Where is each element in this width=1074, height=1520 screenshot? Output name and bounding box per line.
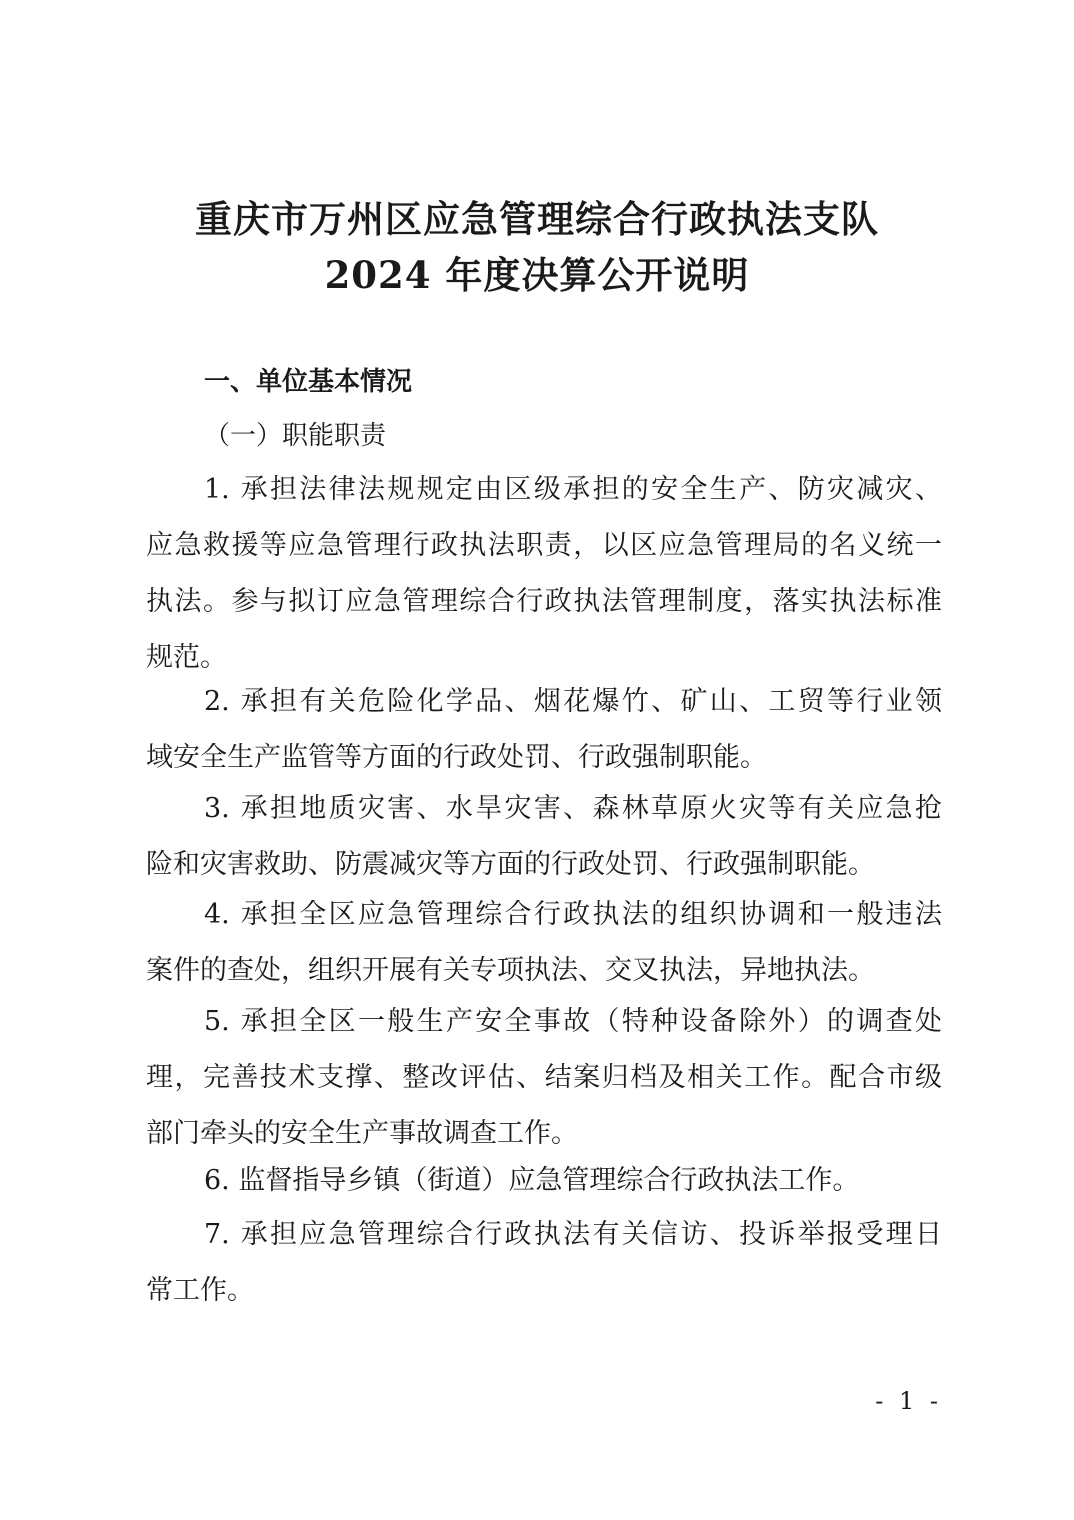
- paragraph-line: 规范。: [146, 642, 227, 673]
- subsection-heading: （一）职能职责: [204, 421, 387, 451]
- duty-item-7: [146, 1207, 942, 1319]
- duty-item-3: [146, 781, 942, 893]
- paragraph-line: 7. 承担应急管理综合行政执法有关信访、投诉举报受理日: [204, 1219, 942, 1250]
- paragraph-line: 执法。参与拟订应急管理综合行政执法管理制度，落实执法标准: [146, 586, 942, 617]
- duty-item-2: [146, 674, 942, 786]
- page-number: - 1 -: [875, 1387, 942, 1415]
- document-title-line-1: 重庆市万州区应急管理综合行政执法支队: [195, 197, 879, 241]
- paragraph-line: 理，完善技术支撑、整改评估、结案归档及相关工作。配合市级: [146, 1062, 942, 1093]
- document-title-line-2: 2024 年度决算公开说明: [324, 253, 750, 297]
- paragraph-line: 3. 承担地质灾害、水旱灾害、森林草原火灾等有关应急抢: [204, 793, 942, 824]
- paragraph-line: 2. 承担有关危险化学品、烟花爆竹、矿山、工贸等行业领: [204, 686, 942, 717]
- paragraph-line: 6. 监督指导乡镇（街道）应急管理综合行政执法工作。: [204, 1165, 860, 1196]
- paragraph-line: 常工作。: [146, 1275, 254, 1306]
- paragraph-line: 5. 承担全区一般生产安全事故（特种设备除外）的调查处: [204, 1006, 942, 1037]
- section-heading: 一、单位基本情况: [204, 367, 413, 397]
- paragraph-line: 案件的查处，组织开展有关专项执法、交叉执法，异地执法。: [146, 955, 875, 986]
- paragraph-line: 部门牵头的安全生产事故调查工作。: [146, 1118, 578, 1149]
- paragraph-line: 4. 承担全区应急管理综合行政执法的组织协调和一般违法: [204, 899, 942, 930]
- duty-item-6: [146, 1153, 942, 1209]
- paragraph-line: 应急救援等应急管理行政执法职责，以区应急管理局的名义统一: [146, 530, 942, 561]
- duty-item-1: [146, 462, 942, 686]
- duty-item-4: [146, 887, 942, 999]
- duty-item-5: [146, 994, 942, 1162]
- paragraph-line: 险和灾害救助、防震减灾等方面的行政处罚、行政强制职能。: [146, 849, 875, 880]
- paragraph-line: 域安全生产监管等方面的行政处罚、行政强制职能。: [146, 742, 767, 773]
- paragraph-line: 1. 承担法律法规规定由区级承担的安全生产、防灾减灾、: [204, 474, 942, 505]
